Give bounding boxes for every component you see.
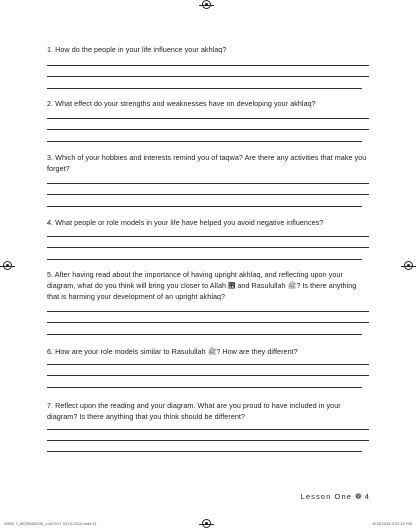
question-7: 7. Reflect upon the reading and your diagram. What are you proud to have included in your diagram? Is there anything that you think should be different? bbox=[47, 401, 341, 421]
question-5: 5. After having read about the importance of having upright akhlaq, and reflecting upon your diagram, what do you think will bring you closer to Allah ౞ and Rasulullah ﷺ? Is there anything that is harming your development of an upright akhlaq? bbox=[47, 270, 357, 301]
answer-line[interactable] bbox=[47, 76, 369, 77]
answer-line[interactable] bbox=[47, 451, 362, 452]
page-footer bbox=[301, 492, 370, 501]
answer-line[interactable] bbox=[47, 129, 369, 130]
registration-mark-left-icon bbox=[3, 261, 12, 270]
answer-line[interactable] bbox=[47, 387, 362, 388]
question-2: 2. What effect do your strengths and weaknesses have on developing your akhlaq? bbox=[47, 99, 316, 108]
question-4: 4. What people or role models in your life have helped you avoid negative influences? bbox=[47, 218, 324, 227]
answer-line[interactable] bbox=[47, 334, 362, 335]
registration-mark-top-icon bbox=[202, 0, 211, 9]
slug-date: 8/13/2024 3:37:22 PM bbox=[372, 521, 412, 526]
question-1: 1. How do the people in your life influence your akhlaq? bbox=[47, 45, 227, 54]
flower-icon: ❁ bbox=[355, 492, 362, 501]
answer-line[interactable] bbox=[47, 259, 362, 260]
answer-line[interactable] bbox=[47, 311, 369, 312]
answer-line[interactable] bbox=[47, 247, 369, 248]
answer-line[interactable] bbox=[47, 375, 369, 376]
answer-line[interactable] bbox=[47, 206, 362, 207]
slug-filename: WISE 7_WORKBOOK_LAYOUT 03.04.2024.indd 11 bbox=[4, 521, 97, 526]
question-3: 3. Which of your hobbies and interests remind you of taqwa? Are there any activities that make you forget? bbox=[47, 153, 367, 173]
lesson-label: Lesson One bbox=[300, 492, 353, 501]
answer-line[interactable] bbox=[47, 194, 369, 195]
answer-line[interactable] bbox=[47, 322, 369, 323]
question-6: 6. How are your role models similar to Rasulullah ﷺ? How are they different? bbox=[47, 347, 298, 356]
answer-line[interactable] bbox=[47, 118, 369, 119]
answer-line[interactable] bbox=[47, 65, 369, 66]
registration-mark-right-icon bbox=[404, 261, 413, 270]
answer-line[interactable] bbox=[47, 236, 369, 237]
registration-mark-bottom-icon bbox=[202, 519, 211, 528]
page-number: 4 bbox=[364, 492, 370, 501]
answer-line[interactable] bbox=[47, 141, 362, 142]
answer-line[interactable] bbox=[47, 88, 362, 89]
answer-line[interactable] bbox=[47, 364, 369, 365]
answer-line[interactable] bbox=[47, 429, 369, 430]
answer-line[interactable] bbox=[47, 440, 369, 441]
answer-line[interactable] bbox=[47, 183, 369, 184]
